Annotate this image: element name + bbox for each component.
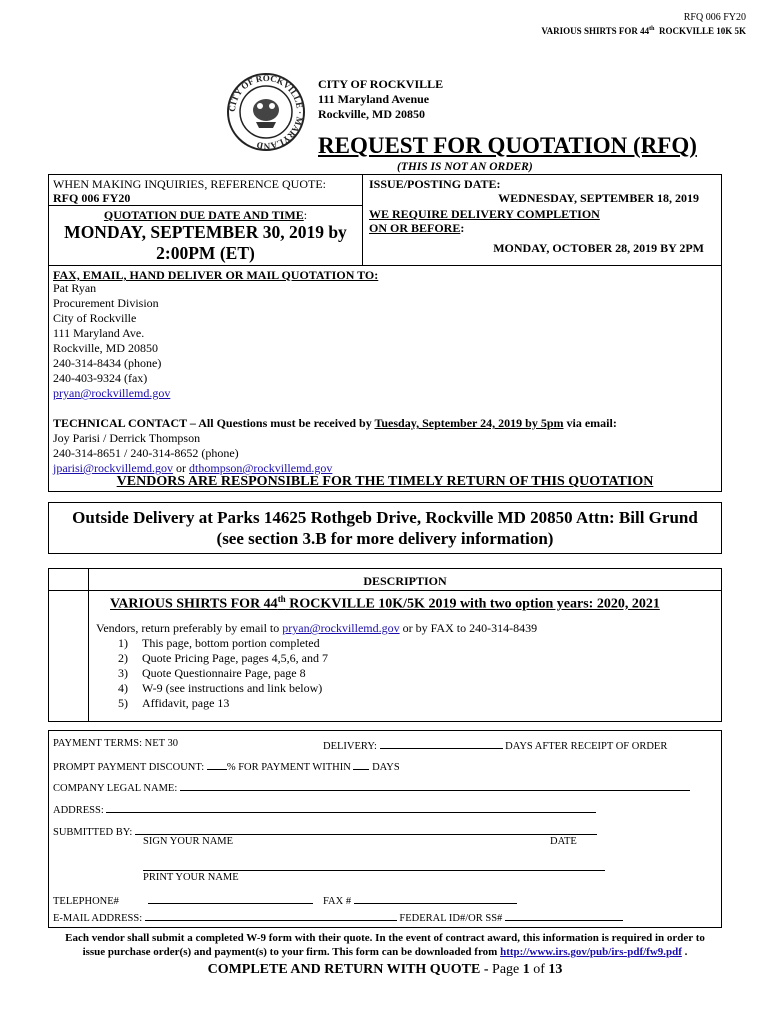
company-name-field[interactable] (53, 780, 690, 794)
footer-dash: - (480, 962, 493, 977)
description-header-divider (48, 590, 722, 591)
tech-email-link-2[interactable]: dthompson@rockvillemd.gov (189, 461, 333, 475)
return-post: or by FAX to 240-314-8439 (399, 621, 538, 635)
city-seal-logo (226, 72, 306, 152)
project-header-pre: VARIOUS SHIRTS FOR 44 (541, 26, 650, 36)
list-item-num: 4) (118, 681, 128, 695)
return-instructions (96, 621, 537, 636)
discount-percent-blank[interactable] (207, 759, 227, 770)
list-item-text: This page, bottom portion completed (142, 636, 320, 650)
technical-contact-heading (53, 416, 617, 431)
list-item-num: 1) (118, 636, 128, 650)
return-items-list (118, 636, 328, 711)
footer-page-word: Page (492, 962, 523, 977)
submitted-by-field[interactable] (53, 824, 597, 838)
project-header-sup: th (649, 26, 655, 32)
list-item-text: Affidavit, page 13 (142, 696, 230, 710)
description-title (110, 594, 660, 613)
contact-line: City of Rockville (53, 311, 137, 325)
payment-terms: PAYMENT TERMS: NET 30 (53, 738, 178, 749)
inquiry-label: WHEN MAKING INQUIRIES, REFERENCE QUOTE: (53, 177, 326, 191)
description-header: DESCRIPTION (363, 574, 447, 588)
delivery-days-blank[interactable] (380, 738, 503, 749)
project-header-post: ROCKVILLE 10K 5K (658, 26, 746, 36)
project-header (541, 26, 746, 36)
discount-mid: % FOR PAYMENT WITHIN (226, 762, 351, 773)
contact-line: Pat Ryan (53, 281, 97, 295)
date-label: DATE (550, 836, 577, 847)
rfq-reference-header: RFQ 006 FY20 (683, 12, 746, 23)
footer-page-number: 1 (522, 962, 530, 977)
list-item-text: W-9 (see instructions and link below) (142, 681, 323, 695)
discount-days-blank[interactable] (353, 759, 369, 770)
contact-line: 240-403-9324 (fax) (53, 371, 148, 385)
tech-deadline: Tuesday, September 24, 2019 by 5pm (374, 416, 564, 430)
tech-names: Joy Parisi / Derrick Thompson (53, 431, 201, 445)
procurement-contact (53, 281, 170, 401)
telephone-blank[interactable] (148, 893, 313, 904)
desc-title-post: ROCKVILLE 10K/5K 2019 with two option years: 2020, 2021 (285, 596, 660, 612)
page-title: REQUEST FOR QUOTATION (RFQ) (318, 133, 697, 158)
prompt-payment-discount-field[interactable] (53, 759, 400, 773)
discount-suffix: DAYS (372, 762, 400, 773)
fedid-label: FEDERAL ID#/OR SS# (399, 913, 503, 924)
delivery-completion-date: MONDAY, OCTOBER 28, 2019 BY 2PM (493, 241, 704, 255)
delivery-completion-label: WE REQUIRE DELIVERY COMPLETION (369, 207, 600, 221)
contact-line: 240-314-8434 (phone) (53, 356, 162, 370)
address-label: ADDRESS: (53, 805, 104, 816)
email-address-field[interactable] (53, 910, 623, 924)
info-divider-horizontal (48, 265, 722, 266)
contact-line: 111 Maryland Ave. (53, 326, 145, 340)
delivery-notice (48, 507, 722, 549)
delivery-days-field[interactable] (323, 738, 667, 752)
vendors-responsibility-notice: VENDORS ARE RESPONSIBLE FOR THE TIMELY RETURN OF THIS QUOTATION (116, 474, 654, 489)
list-item (118, 696, 328, 711)
list-item-num: 3) (118, 666, 128, 680)
city-state: Rockville, MD 20850 (318, 107, 425, 121)
desc-title-sup: th (277, 594, 286, 604)
return-pre: Vendors, return preferably by email to (96, 621, 283, 635)
list-item-num: 2) (118, 651, 128, 665)
tech-suffix: via email: (563, 416, 617, 430)
technical-contact-block (53, 431, 332, 476)
procurement-email-link[interactable]: pryan@rockvillemd.gov (53, 386, 171, 400)
email-label: E-MAIL ADDRESS: (53, 913, 143, 924)
due-date-line1: MONDAY, SEPTEMBER 30, 2019 by (64, 222, 347, 242)
fax-label: FAX # (323, 896, 352, 907)
issue-date-value: WEDNESDAY, SEPTEMBER 18, 2019 (498, 191, 699, 205)
seal-icon (226, 72, 306, 152)
fedid-blank[interactable] (505, 910, 623, 921)
completion-label2-colon: : (460, 221, 465, 235)
address-field[interactable] (53, 802, 596, 816)
list-item (118, 636, 328, 651)
w9-download-link[interactable]: http://www.irs.gov/pub/irs-pdf/fw9.pdf (500, 946, 682, 958)
print-your-name-label: PRINT YOUR NAME (143, 872, 239, 883)
contact-line: Procurement Division (53, 296, 159, 310)
fax-blank[interactable] (354, 893, 517, 904)
contact-line: Rockville, MD 20850 (53, 341, 158, 355)
discount-label: PROMPT PAYMENT DISCOUNT: (53, 762, 205, 773)
due-date-label (48, 208, 363, 223)
w9-line2-post: . (681, 946, 688, 958)
footer-page-total: 13 (548, 962, 563, 977)
completion-label2-text: ON OR BEFORE (369, 221, 461, 235)
w9-line2-pre: issue purchase order(s) and payment(s) to your firm. This form can be downloaded from (82, 946, 501, 958)
issue-date-label: ISSUE/POSTING DATE: (369, 177, 501, 191)
tech-or: or (173, 461, 190, 475)
list-item-num: 5) (118, 696, 128, 710)
footer-of-word: of (529, 962, 549, 977)
tech-email-link-1[interactable]: jparisi@rockvillemd.gov (53, 461, 174, 475)
list-item (118, 666, 328, 681)
delivery-line2: (see section 3.B for more delivery information) (216, 529, 554, 548)
due-date-line2: 2:00PM (ET) (156, 243, 255, 263)
delivery-days-suffix: DAYS AFTER RECEIPT OF ORDER (505, 741, 668, 752)
city-name: CITY OF ROCKVILLE (318, 77, 444, 91)
city-address-block (318, 77, 443, 122)
w9-notice (20, 931, 750, 959)
company-name-blank[interactable] (180, 780, 690, 791)
telephone-field[interactable] (53, 893, 313, 907)
list-item (118, 681, 328, 696)
tech-label: TECHNICAL CONTACT – All Questions must be received by (53, 416, 375, 430)
page-footer (0, 962, 770, 978)
due-date-label-colon: : (303, 208, 308, 222)
footer-complete-label: COMPLETE AND RETURN WITH QUOTE (207, 962, 481, 977)
address-blank[interactable] (106, 802, 596, 813)
email-blank[interactable] (145, 910, 397, 921)
tech-phones: 240-314-8651 / 240-314-8652 (phone) (53, 446, 239, 460)
fax-field[interactable] (323, 893, 517, 907)
due-date-value (48, 222, 363, 264)
desc-title-pre: VARIOUS SHIRTS FOR 44 (110, 596, 278, 612)
print-name-blank[interactable] (143, 860, 605, 871)
company-label: COMPANY LEGAL NAME: (53, 783, 178, 794)
list-item-text: Quote Questionnaire Page, page 8 (142, 666, 306, 680)
delivery-completion-label-2 (369, 221, 464, 236)
due-date-label-text: QUOTATION DUE DATE AND TIME (103, 208, 304, 222)
inquiry-reference: RFQ 006 FY20 (53, 191, 131, 205)
telephone-label: TELEPHONE# (53, 896, 119, 907)
list-item (118, 651, 328, 666)
delivery-days-label: DELIVERY: (323, 741, 377, 752)
delivery-line1: Outside Delivery at Parks 14625 Rothgeb Drive, Rockville MD 20850 Attn: Bill Grund (72, 508, 698, 527)
return-email-link[interactable]: pryan@rockvillemd.gov (282, 621, 400, 635)
list-item-text: Quote Pricing Page, pages 4,5,6, and 7 (142, 651, 328, 665)
submitted-label: SUBMITTED BY: (53, 827, 133, 838)
description-divider-vertical (88, 568, 89, 722)
submission-heading: FAX, EMAIL, HAND DELIVER OR MAIL QUOTATION TO: (53, 268, 379, 282)
not-an-order-note: (THIS IS NOT AN ORDER) (397, 161, 533, 173)
w9-line1: Each vendor shall submit a completed W-9 form with their quote. In the event of contract award, this information is required in order to (65, 932, 705, 944)
svg-text:CITY OF ROCKVILLE · MARYLAND: CITY OF ROCKVILLE · MARYLAND (226, 72, 306, 152)
city-street: 111 Maryland Avenue (318, 92, 430, 106)
sign-your-name-label: SIGN YOUR NAME (143, 836, 234, 847)
signature-blank[interactable] (135, 824, 597, 835)
